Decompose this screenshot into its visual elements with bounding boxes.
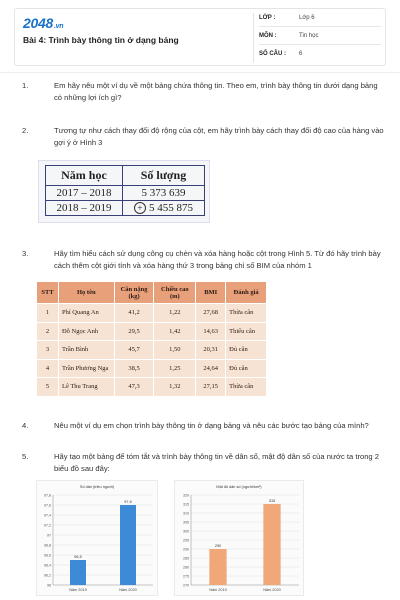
table-header-cell: STT <box>37 282 59 304</box>
question-text: Em hãy nêu một ví dụ về một bảng chứa thông tin. Theo em, trình bày thông tin dưới dạng bảng có những lợi ích gì? <box>54 81 378 102</box>
density-chart-svg <box>175 481 305 597</box>
meta-class-value: Lớp 6 <box>299 15 315 21</box>
meta-subject-key: MÔN : <box>259 33 277 39</box>
table-header-cell: Chiều cao (m) <box>154 282 196 304</box>
question-number: 1. <box>22 81 29 90</box>
x-tick-label: Năm 2019 <box>69 588 87 592</box>
bar <box>120 505 136 585</box>
y-tick-label: 97,2 <box>44 523 51 528</box>
y-tick-label: 275 <box>183 574 189 579</box>
table-cell: 45,7 <box>114 341 154 360</box>
y-tick-label: 96,2 <box>44 573 51 578</box>
table-cell: Thiếu cân <box>226 322 267 341</box>
y-tick-label: 96,8 <box>44 543 51 548</box>
table-cell: 20,31 <box>196 341 226 360</box>
table-cell: 3 <box>37 341 59 360</box>
table-cell <box>122 201 204 216</box>
enrollment-table <box>45 165 205 216</box>
table-header-cell: Năm học <box>46 166 123 186</box>
x-tick-label: Năm 2020 <box>263 588 281 592</box>
table-cell: Trần Bình <box>58 341 114 360</box>
figure-population-charts <box>36 480 368 598</box>
y-tick-label: 97,6 <box>44 503 51 508</box>
y-tick-label: 320 <box>183 493 189 498</box>
header-divider <box>253 13 254 63</box>
table-cell: 1,32 <box>154 378 196 397</box>
meta-subject-value: Tin học <box>299 33 319 39</box>
table-cell-value: 5 455 875 <box>148 202 193 214</box>
data-label: 97,6 <box>124 500 132 504</box>
figure-hinh-3 <box>38 160 210 223</box>
table-cell: 2 <box>37 322 59 341</box>
table-cell: 1,22 <box>154 304 196 323</box>
y-tick-label: 270 <box>183 583 189 588</box>
table-cell: 1 <box>37 304 59 323</box>
question-number: 2. <box>22 126 29 135</box>
table-row <box>46 186 205 201</box>
lesson-header <box>14 8 386 66</box>
table-cell: 5 <box>37 378 59 397</box>
table-cell: 27,15 <box>196 378 226 397</box>
y-tick-label: 290 <box>183 547 189 552</box>
question-number: 5. <box>22 452 29 461</box>
lesson-title: Bài 4: Trình bày thông tin ở dạng bảng <box>23 35 179 45</box>
table-cell: Phí Quang An <box>58 304 114 323</box>
site-logo[interactable]: 2048.vn <box>23 15 64 31</box>
y-tick-label: 285 <box>183 556 189 561</box>
y-tick-label: 315 <box>183 502 189 507</box>
y-tick-label: 295 <box>183 538 189 543</box>
table-cell: 41,2 <box>114 304 154 323</box>
question-text: Hãy tạo một bảng để tóm tắt và trình bày thông tin về dân số, mật độ dân số của nước ta trong 2 biểu đồ sau đây: <box>54 452 379 473</box>
table-header-cell: Họ tên <box>58 282 114 304</box>
x-tick-label: Năm 2019 <box>209 588 227 592</box>
resize-cursor-icon: + <box>134 202 146 214</box>
question-number: 4. <box>22 421 29 430</box>
meta-class-key: LỚP : <box>259 15 276 21</box>
table-cell: 47,3 <box>114 378 154 397</box>
question-text: Tương tự như cách thay đổi độ rộng của cột, em hãy trình bày cách thay đổi độ cao của hàng vào gợi ý ở Hình 3 <box>54 126 384 147</box>
data-label: 96,5 <box>74 555 82 559</box>
table-cell: 1,50 <box>154 341 196 360</box>
table-header-cell: BMI <box>196 282 226 304</box>
bar <box>209 549 226 585</box>
table-cell: 24,64 <box>196 359 226 378</box>
population-chart <box>36 480 158 596</box>
y-tick-label: 97,8 <box>44 493 51 498</box>
table-cell: 38,5 <box>114 359 154 378</box>
table-cell: 4 <box>37 359 59 378</box>
y-tick-label: 97,4 <box>44 513 51 518</box>
y-tick-label: 300 <box>183 529 189 534</box>
meta-count-value: 6 <box>299 51 303 57</box>
table-row <box>37 359 267 378</box>
table-cell: Trần Phương Nga <box>58 359 114 378</box>
table-cell: 27,68 <box>196 304 226 323</box>
density-chart <box>174 480 304 596</box>
chart-title: Mật độ dân số (người/km²) <box>216 485 262 489</box>
y-tick-label: 96,6 <box>44 553 51 558</box>
table-cell: 5 373 639 <box>122 186 204 201</box>
meta-class-row <box>259 13 381 27</box>
data-label: 290 <box>214 544 222 548</box>
x-tick-label: Năm 2020 <box>119 588 137 592</box>
y-tick-label: 305 <box>183 520 189 525</box>
table-cell: 29,5 <box>114 322 154 341</box>
table-row <box>37 341 267 360</box>
table-header-cell: Số lượng <box>122 166 204 186</box>
y-tick-label: 96 <box>47 583 51 588</box>
meta-count-key: SỐ CÂU : <box>259 51 286 57</box>
table-cell: Thừa cân <box>226 378 267 397</box>
table-row <box>37 378 267 397</box>
header-separator <box>0 72 400 73</box>
y-tick-label: 97 <box>47 533 51 538</box>
meta-count-row <box>259 49 381 63</box>
table-cell: Thừa cân <box>226 304 267 323</box>
figure-bmi-table <box>36 281 267 399</box>
table-cell: 1,42 <box>154 322 196 341</box>
question-text: Hãy tìm hiểu cách sử dụng công cụ chèn và xóa hàng hoặc cột trong Hình 5. Từ đó hãy trình bày cách thêm cột giới tính và xóa hàng thứ 3 trong bảng chỉ số BIM của nhóm 1 <box>54 249 381 270</box>
question-number: 3. <box>22 249 29 258</box>
table-cell: Đủ cân <box>226 359 267 378</box>
table-cell: Lê Thu Trang <box>58 378 114 397</box>
question-text: Nêu một ví dụ em chọn trình bày thông tin ở dạng bảng và nêu các bước tạo bảng của mình? <box>54 421 369 430</box>
table-header-cell: Cân nặng (kg) <box>114 282 154 304</box>
y-tick-label: 96,4 <box>44 563 51 568</box>
population-chart-svg <box>37 481 159 597</box>
bar <box>70 560 86 585</box>
bar <box>263 504 280 585</box>
table-row <box>37 322 267 341</box>
table-cell: 2018 – 2019 <box>46 201 123 216</box>
table-cell: 2017 – 2018 <box>46 186 123 201</box>
chart-title: Số dân (triệu người) <box>79 485 115 489</box>
bmi-table <box>36 281 267 397</box>
meta-subject-row <box>259 31 381 45</box>
table-cell: 1,25 <box>154 359 196 378</box>
y-tick-label: 310 <box>183 511 189 516</box>
y-tick-label: 280 <box>183 565 189 570</box>
table-cell: Đỗ Ngọc Anh <box>58 322 114 341</box>
table-row <box>46 201 205 216</box>
table-row <box>37 304 267 323</box>
data-label: 315 <box>268 499 276 503</box>
table-cell: Đủ cân <box>226 341 267 360</box>
table-header-cell: Đánh giá <box>226 282 267 304</box>
table-cell: 14,63 <box>196 322 226 341</box>
